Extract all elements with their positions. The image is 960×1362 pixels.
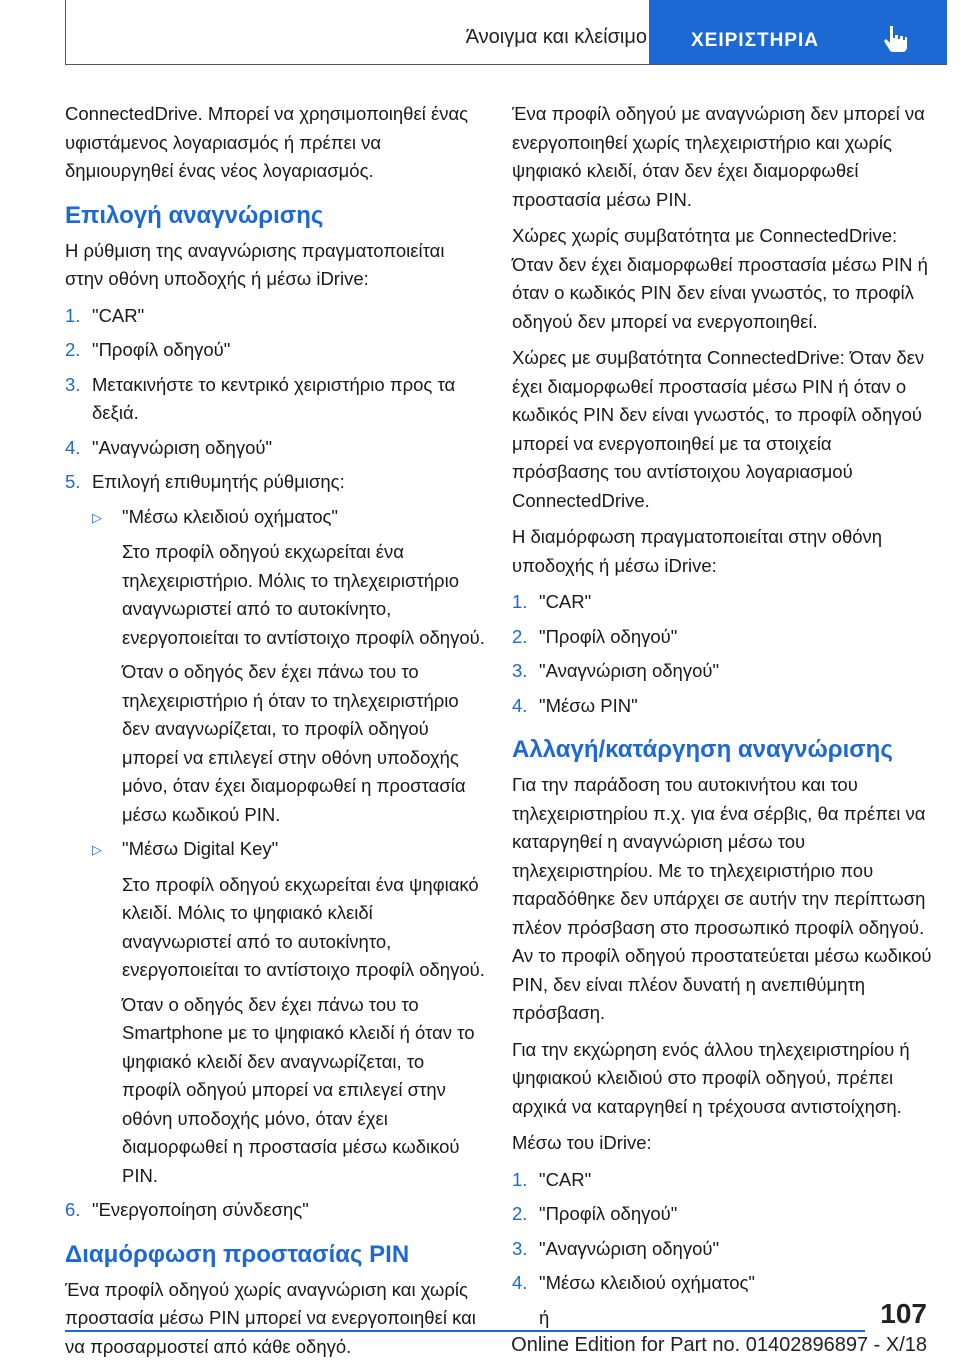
list-item: 2. "Προφίλ οδηγού" [65,339,231,360]
paragraph: Για την εκχώρηση ενός άλλου τηλεχειριστηρίου ή ψηφιακού κλειδιού στο προφίλ οδηγού, πρέπει αρχικά να καταργηθεί η τρέχουσα αντιστοίχηση. [512,1038,910,1117]
paragraph: Χώρες χωρίς συμβατότητα με ConnectedDrive: Όταν δεν έχει διαμορφωθεί προστασία μέσω PIN ή όταν ο κωδικός PIN δεν είναι γνωστός, το προφίλ οδηγού δεν μπορεί να ενεργοποιηθεί. [512,225,928,332]
paragraph: Ένα προφίλ οδηγού χωρίς αναγνώριση και χωρίς προστασία μέσω PIN μπορεί να ενεργοποιηθεί και να προσαρμοστεί από κάθε οδηγό. [65,1278,476,1357]
sub-paragraph: Στο προφίλ οδηγού εκχωρείται ένα τηλεχειριστήριο. Μόλις το τηλεχειριστήριο αναγνωριστεί από το αυτοκίνητο, ενεργοποιείται το αντίστοιχο προφίλ οδηγού. [122,541,485,648]
sub-option: ▷ "Μέσω κλειδιού οχήματος" [92,503,485,533]
paragraph: Η ρύθμιση της αναγνώρισης πραγματοποιείται στην οθόνη υποδοχής ή μέσω iDrive: [65,239,445,289]
list-item: 3. Μετακινήστε το κεντρικό χειριστήριο προς τα δεξιά. [65,373,456,423]
sub-paragraph: Όταν ο οδηγός δεν έχει πάνω του το Smartphone με το ψηφιακό κλειδί ή όταν το ψηφιακό κλειδί δεν αναγνωρίζεται, το προφίλ οδηγού μπορεί να επιλεγεί στην οθόνη υποδοχής μόνο, όταν έχει διαμορφωθεί η προστασία μέσω κωδικού PIN. [122,993,475,1186]
list-item: 3. "Αναγνώριση οδηγού" [512,1237,720,1259]
list-item: 4. "Μέσω κλειδιού οχήματος" [512,1272,756,1293]
paragraph: Χώρες με συμβατότητα ConnectedDrive: Όταν δεν έχει διαμορφωθεί προστασία μέσω PIN ή όταν ο κωδικός PIN δεν είναι γνωστός, το προφίλ οδηγού μπορεί να ενεργοποιηθεί με τα στοιχεία πρόσβασης του αντίστοιχου λογαριασμού ConnectedDrive. [512,347,925,511]
or-text: ή [539,1306,550,1328]
footer-edition: Online Edition for Part no. 01402896897 - X/18 [511,1334,927,1356]
paragraph: Για την παράδοση του αυτοκινήτου και του τηλεχειριστηρίου π.χ. για ένα σέρβις, θα πρέπει να καταργηθεί η αναγνώριση μέσω του τηλεχειριστηρίου. Με το τηλεχειριστήριο που παραδόθηκε δεν υπάρχει σε αυτήν την περίπτωση πλέον πρόσβαση στο προσωπικό προφίλ οδηγού. Αν το προφίλ οδηγού προστατεύεται μέσω κωδικού PIN, δεν είναι πλέον δυνατή η ανεπιθύμητη πρόσβαση. [512,774,932,1023]
paragraph: Μέσω του iDrive: [512,1132,652,1153]
sub-paragraph: Στο προφίλ οδηγού εκχωρείται ένα ψηφιακό κλειδί. Μόλις το ψηφιακό κλειδί αναγνωριστεί από το αυτοκίνητο, ενεργοποιείται το αντίστοιχο προφίλ οδηγού. [122,873,485,980]
page-number: 107 [880,1298,927,1329]
intro-paragraph: ConnectedDrive. Μπορεί να χρησιμοποιηθεί ένας υφιστάμενος λογαριασμός ή πρέπει να δημιουργηθεί ένας νέος λογαριασμός. [65,103,469,181]
paragraph: Ένα προφίλ οδηγού με αναγνώριση δεν μπορεί να ενεργοποιηθεί χωρίς τηλεχειριστήριο και χωρίς ψηφιακό κλειδί, όταν δεν έχει διαμορφωθεί προστασία μέσω PIN. [512,103,925,210]
list-item: 4. "Μέσω PIN" [512,694,638,716]
triangle-right-icon: ▷ [92,509,102,525]
sub-paragraph: Όταν ο οδηγός δεν έχει πάνω του το τηλεχειριστήριο ή όταν το τηλεχειριστήριο δεν αναγνωρίζεται, το προφίλ οδηγού μπορεί να επιλεγεί στην οθόνη υποδοχής μόνο, όταν έχει διαμορφωθεί η προστασία μέσω κωδικού PIN. [122,661,466,825]
heading-change-recognition: Αλλαγή/κατάργηση αναγνώρισης [512,736,893,763]
heading-pin-protection: Διαμόρφωση προστασίας PIN [65,1240,410,1268]
footer-divider [65,1330,865,1332]
list-item: 6. "Ενεργοποίηση σύνδεσης" [65,1199,309,1220]
right-column [512,100,932,1332]
page-header [65,0,947,65]
hand-pointer-icon [881,24,909,54]
list-item: 1. "CAR" [65,304,145,326]
triangle-right-icon: ▷ [92,842,102,857]
header-tab-controls[interactable] [649,0,947,64]
sub-option: ▷ "Μέσω Digital Key" [92,835,485,865]
list-item: 4. "Αναγνώριση οδηγού" [65,436,273,458]
paragraph: Η διαμόρφωση πραγματοποιείται στην οθόνη υποδοχής ή μέσω iDrive: [512,526,883,576]
header-section-title: Άνοιγμα και κλείσιμο [465,26,647,48]
list-item: 5. Επιλογή επιθυμητής ρύθμισης: [65,471,345,492]
list-item: 2. "Προφίλ οδηγού" [512,625,678,647]
header-tab-label: ΧΕΙΡΙΣΤΗΡΙΑ [691,30,819,51]
left-column [65,100,485,1362]
list-item: 3. "Αναγνώριση οδηγού" [512,660,720,681]
list-item: 1. "CAR" [512,1168,592,1190]
heading-select-recognition: Επιλογή αναγνώρισης [65,201,324,229]
list-item: 2. "Προφίλ οδηγού" [512,1203,678,1224]
list-item: 1. "CAR" [512,591,592,612]
